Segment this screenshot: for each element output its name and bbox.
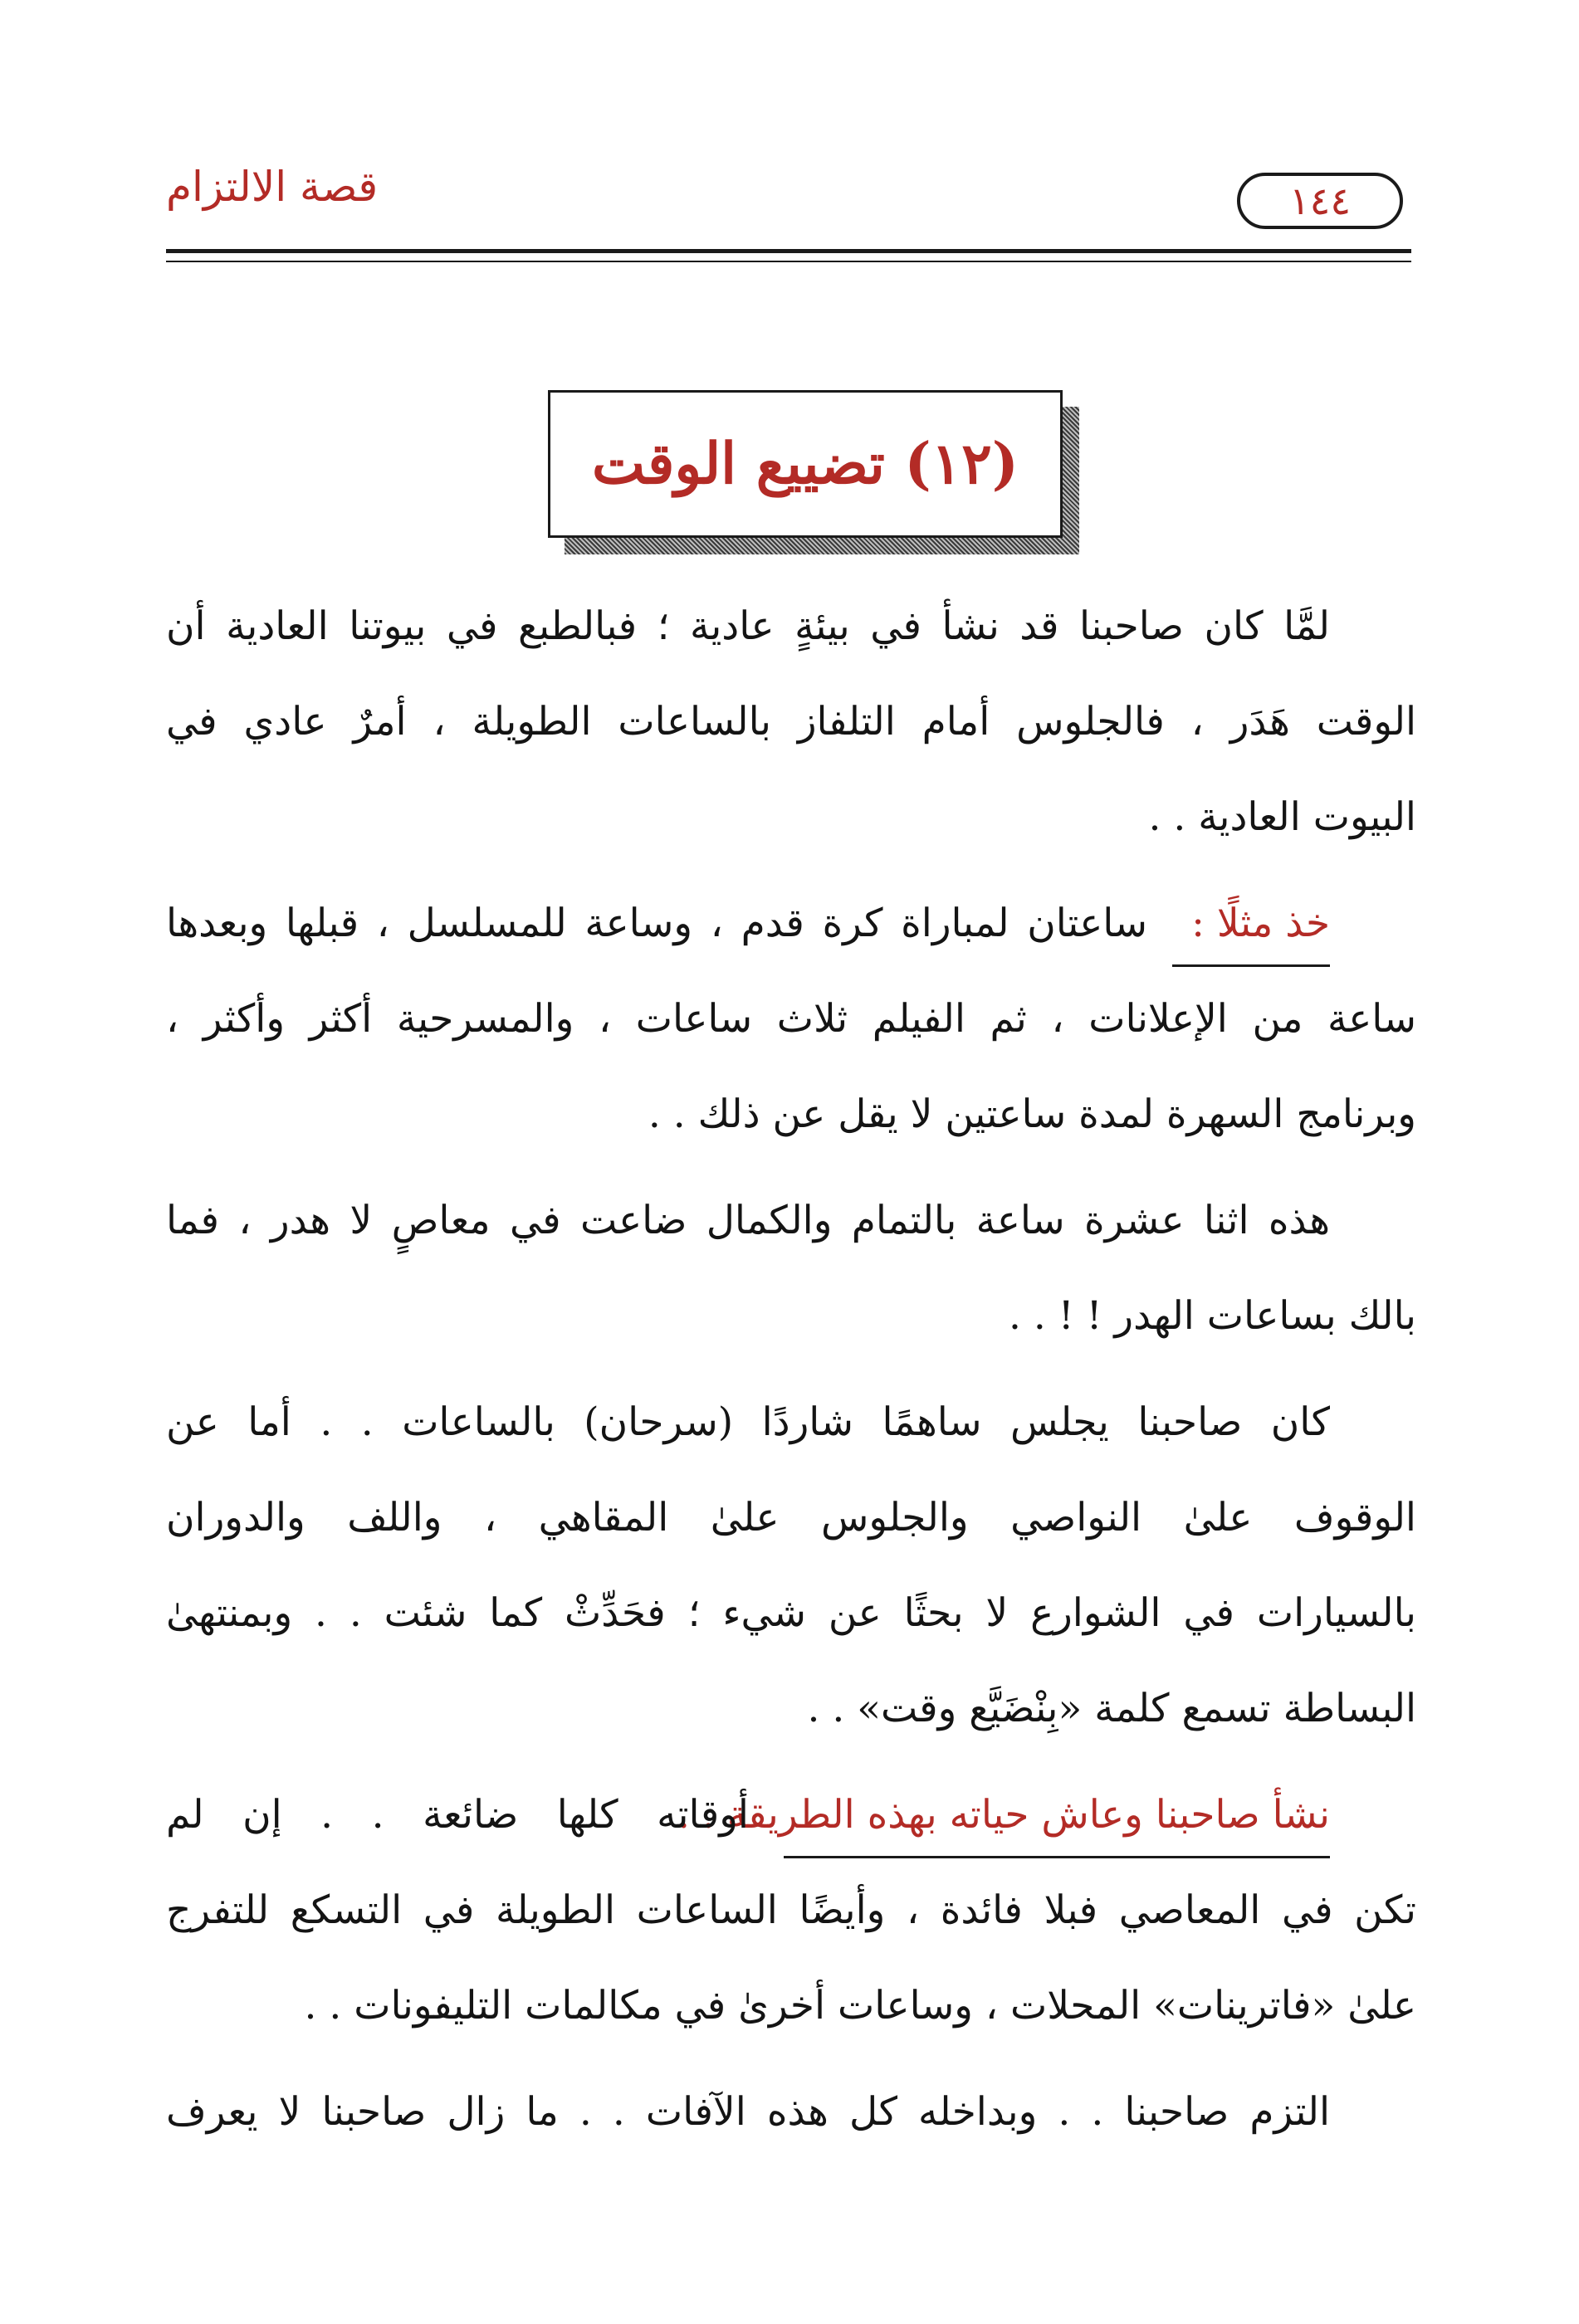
paragraph-line: البساطة تسمع كلمة «بِنْضَيَّع وقت» . .	[807, 1686, 1416, 1731]
paragraph-line: ساعة من الإعلانات ، ثم الفيلم ثلاث ساعات ، والمسرحية أكثر وأكثر ،	[166, 996, 1416, 1042]
page-number: ١٤٤	[1288, 178, 1352, 223]
chapter-title: (١٢) تضييع الوقت	[592, 431, 1019, 497]
header-rule-thick	[166, 249, 1411, 253]
lead-underline	[784, 1856, 1330, 1858]
header-rule-thin	[166, 261, 1411, 262]
paragraph-lead-phrase: خذ مثلًا :	[1191, 901, 1330, 946]
paragraph-lead-phrase: نشأ صاحبنا وعاش حياته بهذه الطريقة . .	[677, 1792, 1330, 1838]
paragraph-line: الوقوف علىٰ النواصي والجلوس علىٰ المقاهي ، واللف والدوران	[166, 1495, 1416, 1540]
paragraph-line: بالسيارات في الشوارع لا بحثًا عن شيء ؛ فحَدِّثْ كما شئت . . وبمنتهىٰ	[166, 1590, 1416, 1636]
paragraph-line: لمَّا كان صاحبنا قد نشأ في بيئةٍ عادية ؛ فبالطبع في بيوتنا العادية أن	[166, 603, 1330, 649]
paragraph-line: الوقت هَدَر ، فالجلوس أمام التلفاز بالساعات الطويلة ، أمرٌ عادي في	[166, 699, 1416, 745]
paragraph-line: وبرنامج السهرة لمدة ساعتين لا يقل عن ذلك . .	[648, 1091, 1416, 1137]
paragraph-line: كان صاحبنا يجلس ساهمًا شاردًا (سرحان) بالساعات . . أما عن	[166, 1399, 1330, 1445]
paragraph-line: علىٰ «فاترينات» المحلات ، وساعات أخرىٰ في مكالمات التليفونات . .	[304, 1983, 1416, 2029]
paragraph-line: أوقاته كلها ضائعة . . إن لم	[166, 1792, 749, 1838]
lead-underline	[1172, 964, 1330, 967]
paragraph-line: التزم صاحبنا . . وبداخله كل هذه الآفات . . ما زال صاحبنا لا يعرف	[166, 2089, 1330, 2135]
page-number-badge	[1237, 173, 1403, 229]
paragraph-line: هذه اثنا عشرة ساعة بالتمام والكمال ضاعت في معاصٍ لا هدر ، فما	[166, 1198, 1330, 1243]
paragraph-line: تكن في المعاصي فبلا فائدة ، وأيضًا الساعات الطويلة في التسكع للتفرج	[166, 1887, 1416, 1933]
paragraph-line: البيوت العادية . .	[1148, 794, 1416, 840]
paragraph-line: ساعتان لمباراة كرة قدم ، وساعة للمسلسل ، قبلها وبعدها	[166, 901, 1147, 946]
chapter-heading-box	[548, 390, 1063, 538]
paragraph-line: بالك بساعات الهدر ! ! . .	[1009, 1293, 1416, 1339]
running-header-title: قصة الالتزام	[166, 163, 379, 211]
